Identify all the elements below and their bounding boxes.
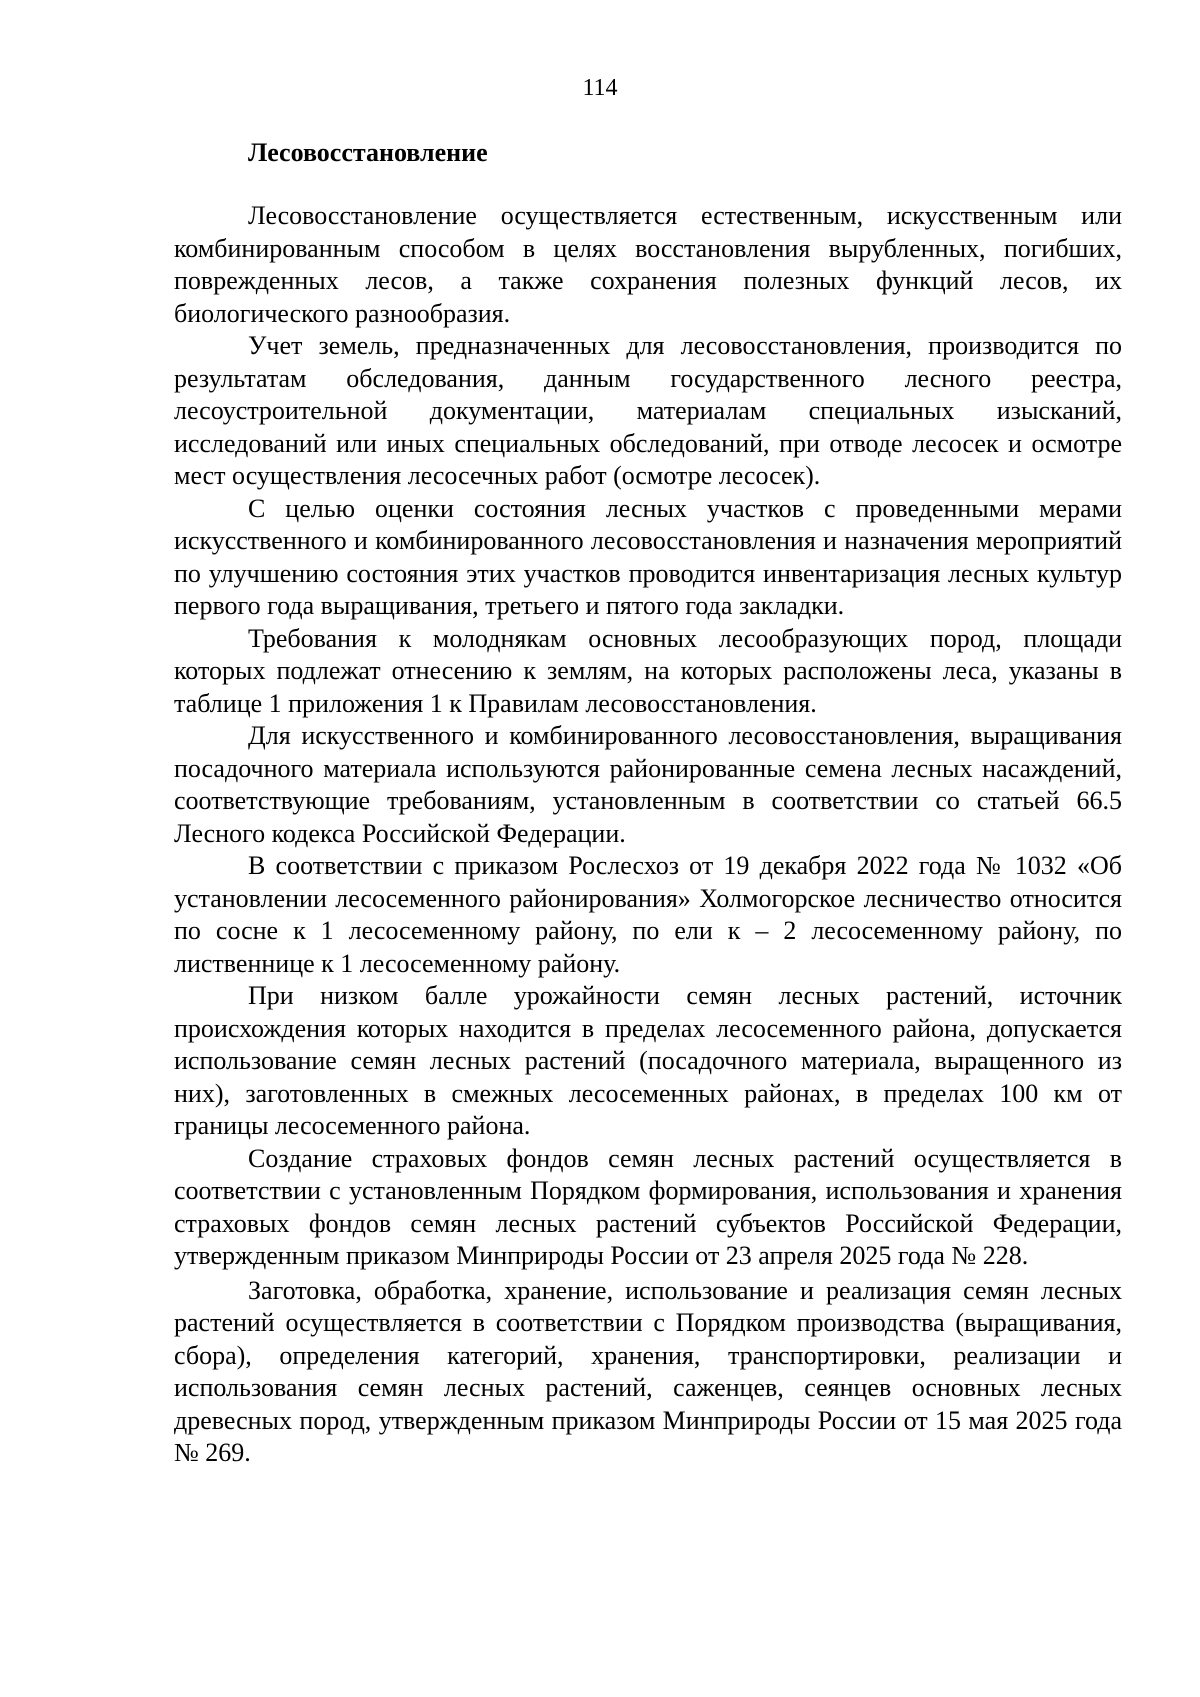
section-heading: Лесовосстановление bbox=[248, 138, 488, 167]
page-number: 114 bbox=[582, 75, 618, 101]
paragraph-4: Требования к молоднякам основных лесообразующих пород, площади которых подлежат отнесению к землям, на которых расположены леса, указаны в таблице 1 приложения 1 к Правилам лесовосстановления. bbox=[174, 623, 1122, 718]
paragraph-6: В соответствии с приказом Рослесхоз от 19 декабря 2022 года № 1032 «Об установлении лесосеменного районирования» Холмогорское лесничество относится по сосне к 1 лесосеменному району, по ели к – 2 лесосеменному району, по лиственнице к 1 лесосеменному району. bbox=[174, 851, 1122, 978]
paragraph-9: Заготовка, обработка, хранение, использование и реализация семян лесных растений осуществляется в соответствии с Порядком производства (выращивания, сбора), определения категорий, хранения, транспортировки, реализации и использования семян лесных растений, саженцев, сеянцев основных лесных древесных пород, утвержденным приказом Минприроды России от 15 мая 2025 года № 269. bbox=[174, 1275, 1122, 1467]
paragraph-2: Учет земель, предназначенных для лесовосстановления, производится по результатам обследования, данным государственного лесного реестра, лесоустроительной документации, материалам специальных изысканий, исследований или иных специальных обследований, при отводе лесосек и осмотре мест осуществления лесосечных работ (осмотре лесосек). bbox=[174, 331, 1122, 490]
document-content bbox=[174, 136, 1122, 1470]
paragraph-8: Создание страховых фондов семян лесных растений осуществляется в соответствии с установленным Порядком формирования, использования и хранения страховых фондов семян лесных растений субъектов Российской Федерации, утвержденным приказом Минприроды России от 23 апреля 2025 года № 228. bbox=[174, 1143, 1122, 1270]
paragraph-5: Для искусственного и комбинированного лесовосстановления, выращивания посадочного материала используются районированные семена лесных насаждений, соответствующие требованиям, установленным в соответствии со статьей 66.5 Лесного кодекса Российской Федерации. bbox=[174, 721, 1122, 848]
body-text bbox=[174, 200, 1122, 1470]
paragraph-1: Лесовосстановление осуществляется естественным, искусственным или комбинированным способом в целях восстановления вырубленных, погибших, поврежденных лесов, а также сохранения полезных функций лесов, их биологического разнообразия. bbox=[174, 201, 1122, 328]
paragraph-7: При низком балле урожайности семян лесных растений, источник происхождения которых находится в пределах лесосеменного района, допускается использование семян лесных растений (посадочного материала, выращенного из них), заготовленных в смежных лесосеменных районах, в пределах 100 км от границы лесосеменного района. bbox=[174, 981, 1122, 1140]
paragraph-3: С целью оценки состояния лесных участков с проведенными мерами искусственного и комбинированного лесовосстановления и назначения мероприятий по улучшению состояния этих участков проводится инвентаризация лесных культур первого года выращивания, третьего и пятого года закладки. bbox=[174, 493, 1122, 620]
